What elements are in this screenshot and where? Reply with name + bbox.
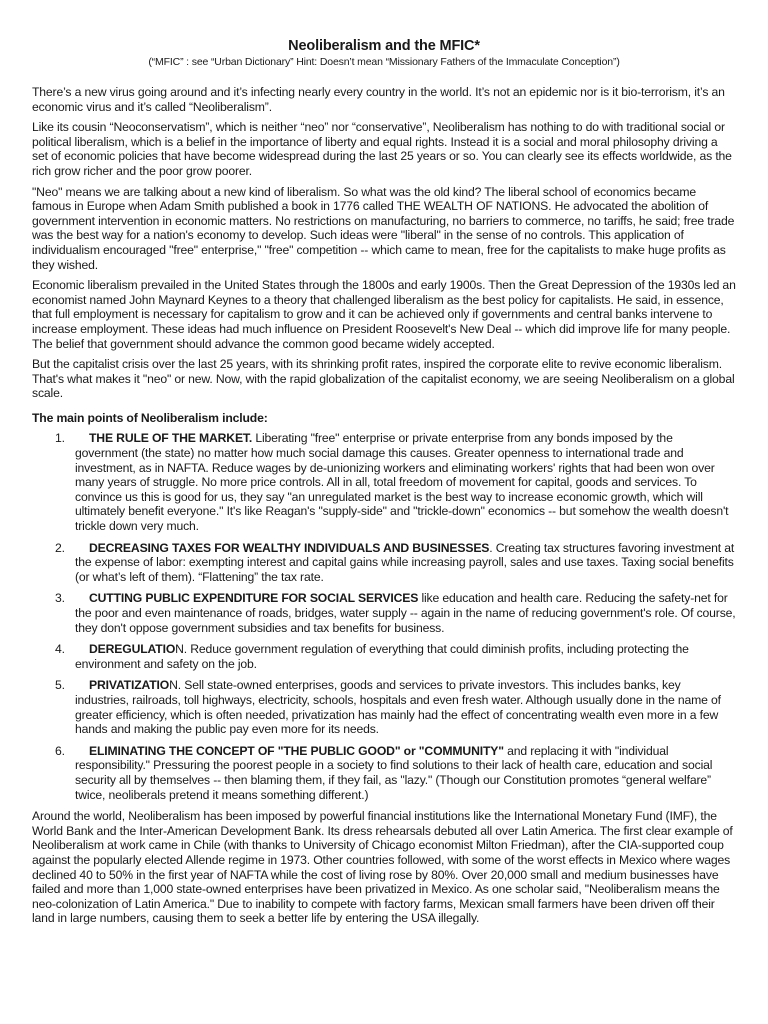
points-heading: The main points of Neoliberalism include: [32, 410, 268, 425]
list-number: 4. [55, 642, 65, 657]
list-item [55, 431, 736, 534]
list-number: 2. [55, 540, 65, 555]
point-keyword: CUTTING PUBLIC EXPENDITURE FOR SOCIAL SERVICES [89, 591, 419, 606]
point-text: like education and health care. Reducing the safety-net for the poor and even maintenance of roads, bridges, water supply -- again in the name of reducing government's role. Of course, they don't oppose government subsidies and tax benefits for business. [75, 591, 736, 635]
closing-paragraph: Around the world, Neoliberalism has been imposed by powerful financial institutions like the International Monetary Fund (IMF), the World Bank and the Inter-American Development Bank. Its dress rehearsals debuted all over Latin America. The first clear example of Neoliberalism at work came in Chile (with thanks to University of Chicago economist Milton Friedman), after the CIA-supported coup against the popularly elected Allende regime in 1973. Other countries followed, with some of the worst effects in Mexico where wages declined 40 to 50% in the first year of NAFTA while the cost of living rose by 80%. Over 20,000 small and medium businesses have failed and more than 1,000 state-owned enterprises have been privatized in Mexico. As one scholar said, "Neoliberalism means the neo-colonization of Latin America." Due to inability to compete with factory farms, Mexican small farmers have been driven off their land in large numbers, causing them to seek a better life by entering the USA illegally. [32, 809, 733, 926]
point-text: and replacing it with "individual responsibility." Pressuring the poorest people in a society to find solutions to their lack of health care, education and social security all by themselves -- then blaming them, if they fail, as "lazy." (Though our Constitution promotes “general welfare” twice, neoliberals pretend it means something different.) [75, 743, 713, 802]
list-number: 1. [55, 431, 65, 446]
list-item [55, 642, 736, 671]
document-title: Neoliberalism and the MFIC* [288, 38, 480, 54]
list-number: 6. [55, 743, 65, 758]
point-text: Liberating "free" enterprise or private enterprise from any bonds imposed by the government (the state) no matter how much social damage this causes. Greater openness to international trade and investment, as in NAFTA. Reduce wages by de-unionizing workers and eliminating workers' rights that had been won over many years of struggle. No more price controls. All in all, total freedom of movement for capital, goods and services. To convince us this is good for us, they say "an unregulated market is the best way to increase economic growth, which will ultimately benefit everyone." It's like Reagan's "supply-side" and "trickle-down" economics -- but somehow the wealth doesn't trickle down very much. [75, 431, 729, 534]
list-item [55, 743, 736, 802]
point-keyword: DECREASING TAXES FOR WEALTHY INDIVIDUALS AND BUSINESSES [89, 540, 490, 555]
list-number: 5. [55, 678, 65, 693]
point-text: N. Reduce government regulation of everything that could diminish profits, including protecting the environment and safety on the job. [75, 642, 689, 671]
points-list [32, 431, 736, 802]
intro-paragraph-2: Like its cousin “Neoconservatism”, which is neither “neo” nor “conservative”, Neoliberalism has nothing to do with traditional social or political liberalism, which is a belief in the importance of liberty and equal rights. Instead it is a social and moral philosophy driving a set of economic policies that have become widespread during the last 25 years or so. You can clearly see its effects worldwide, as the rich grow richer and the poor grow poorer. [32, 120, 732, 178]
intro-paragraph-3: "Neo" means we are talking about a new kind of liberalism. So what was the old kind? The liberal school of economics became famous in Europe when Adam Smith published a book in 1776 called THE WEALTH OF NATIONS. He advocated the abolition of government intervention in economic matters. No restrictions on manufacturing, no barriers to commerce, no tariffs, he said; free trade was the best way for a nation's economy to develop. Such ideas were "liberal" in the sense of no controls. This application of individualism encouraged "free" enterprise," "free" competition -- which came to mean, free for the capitalists to make huge profits as they wished. [32, 184, 735, 272]
list-item [55, 540, 736, 585]
list-item [55, 591, 736, 635]
point-keyword: THE RULE OF THE MARKET. [89, 431, 253, 446]
list-item [55, 678, 736, 737]
document-subtitle: (“MFIC” : see “Urban Dictionary” Hint: Doesn’t mean “Missionary Fathers of the Immaculate Conception”) [148, 56, 620, 68]
point-keyword: PRIVATIZATIO [89, 678, 170, 693]
point-text: . Creating tax structures favoring investment at the expense of labor: exempting interest and capital gains while increasing payroll, sales and use taxes. Taxing social benefits (or what’s left of them). “Flattening” the tax rate. [75, 540, 735, 584]
intro-paragraph-5: But the capitalist crisis over the last 25 years, with its shrinking profit rates, inspired the corporate elite to revive economic liberalism. That's what makes it "neo" or new. Now, with the rapid globalization of the capitalist economy, we are seeing Neoliberalism on a global scale. [32, 357, 735, 401]
intro-paragraph-1: There’s a new virus going around and it’s infecting nearly every country in the world. It’s not an epidemic nor is it bio-terrorism, it’s an economic virus and it’s called “Neoliberalism”. [32, 85, 725, 114]
point-keyword: DEREGULATIO [89, 642, 176, 657]
list-number: 3. [55, 591, 65, 606]
point-keyword: ELIMINATING THE CONCEPT OF "THE PUBLIC GOOD" or "COMMUNITY" [89, 743, 504, 758]
point-text: N. Sell state-owned enterprises, goods and services to private investors. This includes banks, key industries, railroads, toll highways, electricity, schools, hospitals and even fresh water. Although usually done in the name of greater efficiency, which is often needed, privatization has mainly had the effect of concentrating wealth even more in a few hands and making the public pay even more for its needs. [75, 678, 721, 737]
intro-paragraph-4: Economic liberalism prevailed in the United States through the 1800s and early 1900s. Then the Great Depression of the 1930s led an economist named John Maynard Keynes to a theory that challenged liberalism as the best policy for capitalists. He said, in essence, that full employment is necessary for capitalism to grow and it can be achieved only if governments and central banks intervene to increase employment. These ideas had much influence on President Roosevelt's New Deal -- which did improve life for many people. The belief that government should advance the common good became widely accepted. [32, 278, 736, 351]
